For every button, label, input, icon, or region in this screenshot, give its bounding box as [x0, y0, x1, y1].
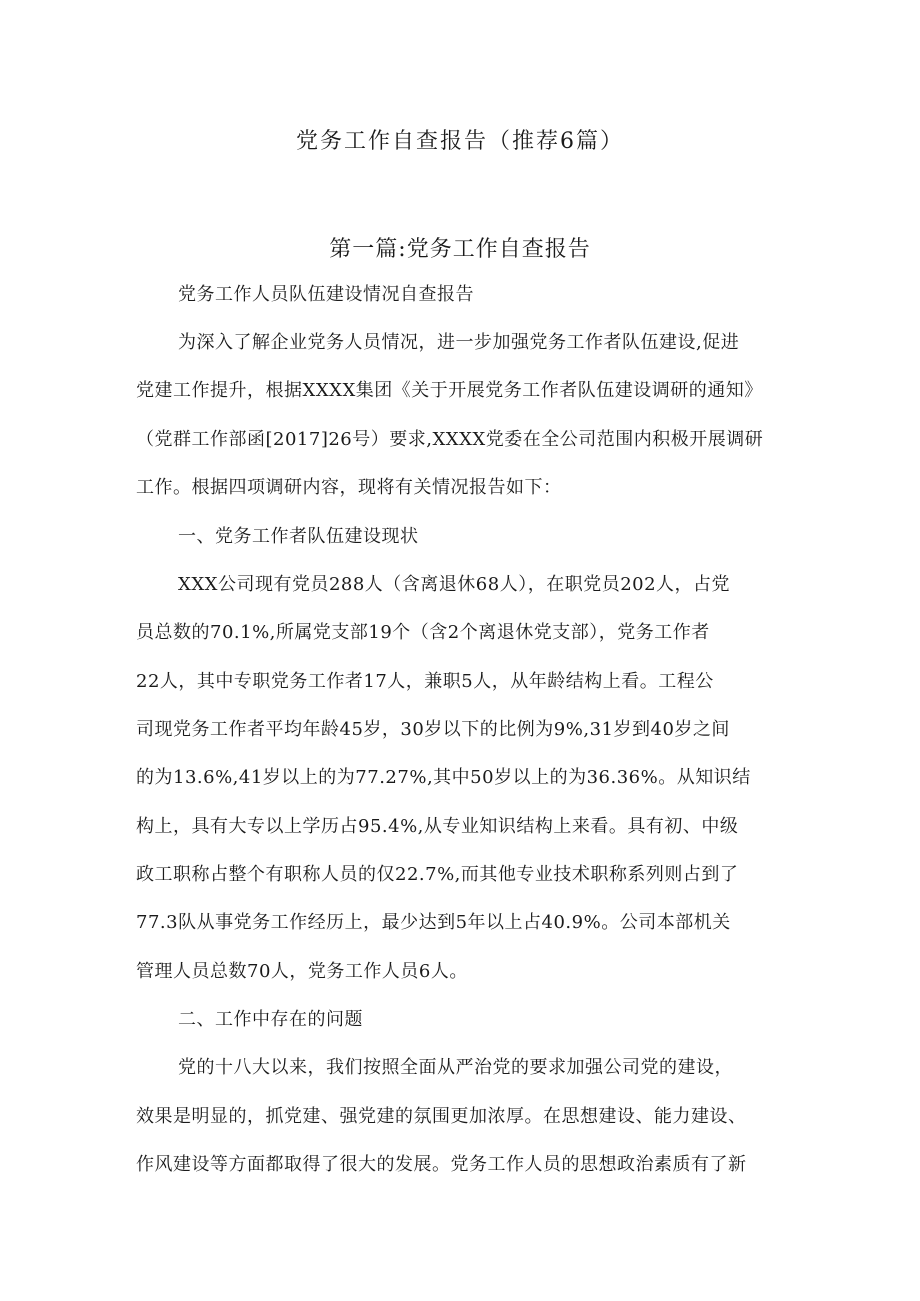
subheading-report-title: 党务工作人员队伍建设情况自查报告 [178, 284, 474, 305]
paragraph-line: 作风建设等方面都取得了很大的发展。党务工作人员的思想政治素质有了新 [136, 1154, 747, 1175]
section-heading-2: 二、工作中存在的问题 [178, 1009, 363, 1030]
paragraph-line: 效果是明显的，抓党建、强党建的氛围更加浓厚。在思想建设、能力建设、 [136, 1106, 747, 1127]
paragraph-line: 为深入了解企业党务人员情况，进一步加强党务工作者队伍建设,促进 [178, 332, 740, 353]
paragraph-line: 77.3队从事党务工作经历上，最少达到5年以上占40.9%。公司本部机关 [136, 912, 731, 933]
paragraph-line: 22人，其中专职党务工作者17人，兼职5人，从年龄结构上看。工程公 [136, 671, 714, 692]
paragraph-line: XXX公司现有党员288人（含离退休68人），在职党员202人，占党 [178, 574, 731, 595]
paragraph-line: 政工职称占整个有职称人员的仅22.7%,而其他专业技术职称系列则占到了 [136, 864, 739, 885]
section-heading-1: 一、党务工作者队伍建设现状 [178, 526, 419, 547]
paragraph-line: 工作。根据四项调研内容，现将有关情况报告如下： [136, 477, 562, 498]
paragraph-line: 党的十八大以来，我们按照全面从严治党的要求加强公司党的建设， [178, 1057, 733, 1078]
paragraph-line: 构上，具有大专以上学历占95.4%,从专业知识结构上来看。具有初、中级 [136, 816, 739, 837]
paragraph-line: （党群工作部函[2017]26号）要求,XXXX党委在全公司范围内积极开展调研 [136, 429, 764, 450]
paragraph-line: 司现党务工作者平均年龄45岁，30岁以下的比例为9%,31岁到40岁之间 [136, 719, 730, 740]
paragraph-line: 员总数的70.1%,所属党支部19个（含2个离退休党支部），党务工作者 [136, 622, 710, 643]
paragraph-line: 管理人员总数70人，党务工作人员6人。 [136, 961, 468, 982]
document-title: 党务工作自查报告（推荐6篇） [296, 129, 624, 154]
section-title: 第一篇:党务工作自查报告 [329, 237, 591, 262]
paragraph-line: 党建工作提升，根据XXXX集团《关于开展党务工作者队伍建设调研的通知》 [136, 380, 763, 401]
paragraph-line: 的为13.6%,41岁以上的为77.27%,其中50岁以上的为36.36%。从知识结 [136, 767, 751, 788]
